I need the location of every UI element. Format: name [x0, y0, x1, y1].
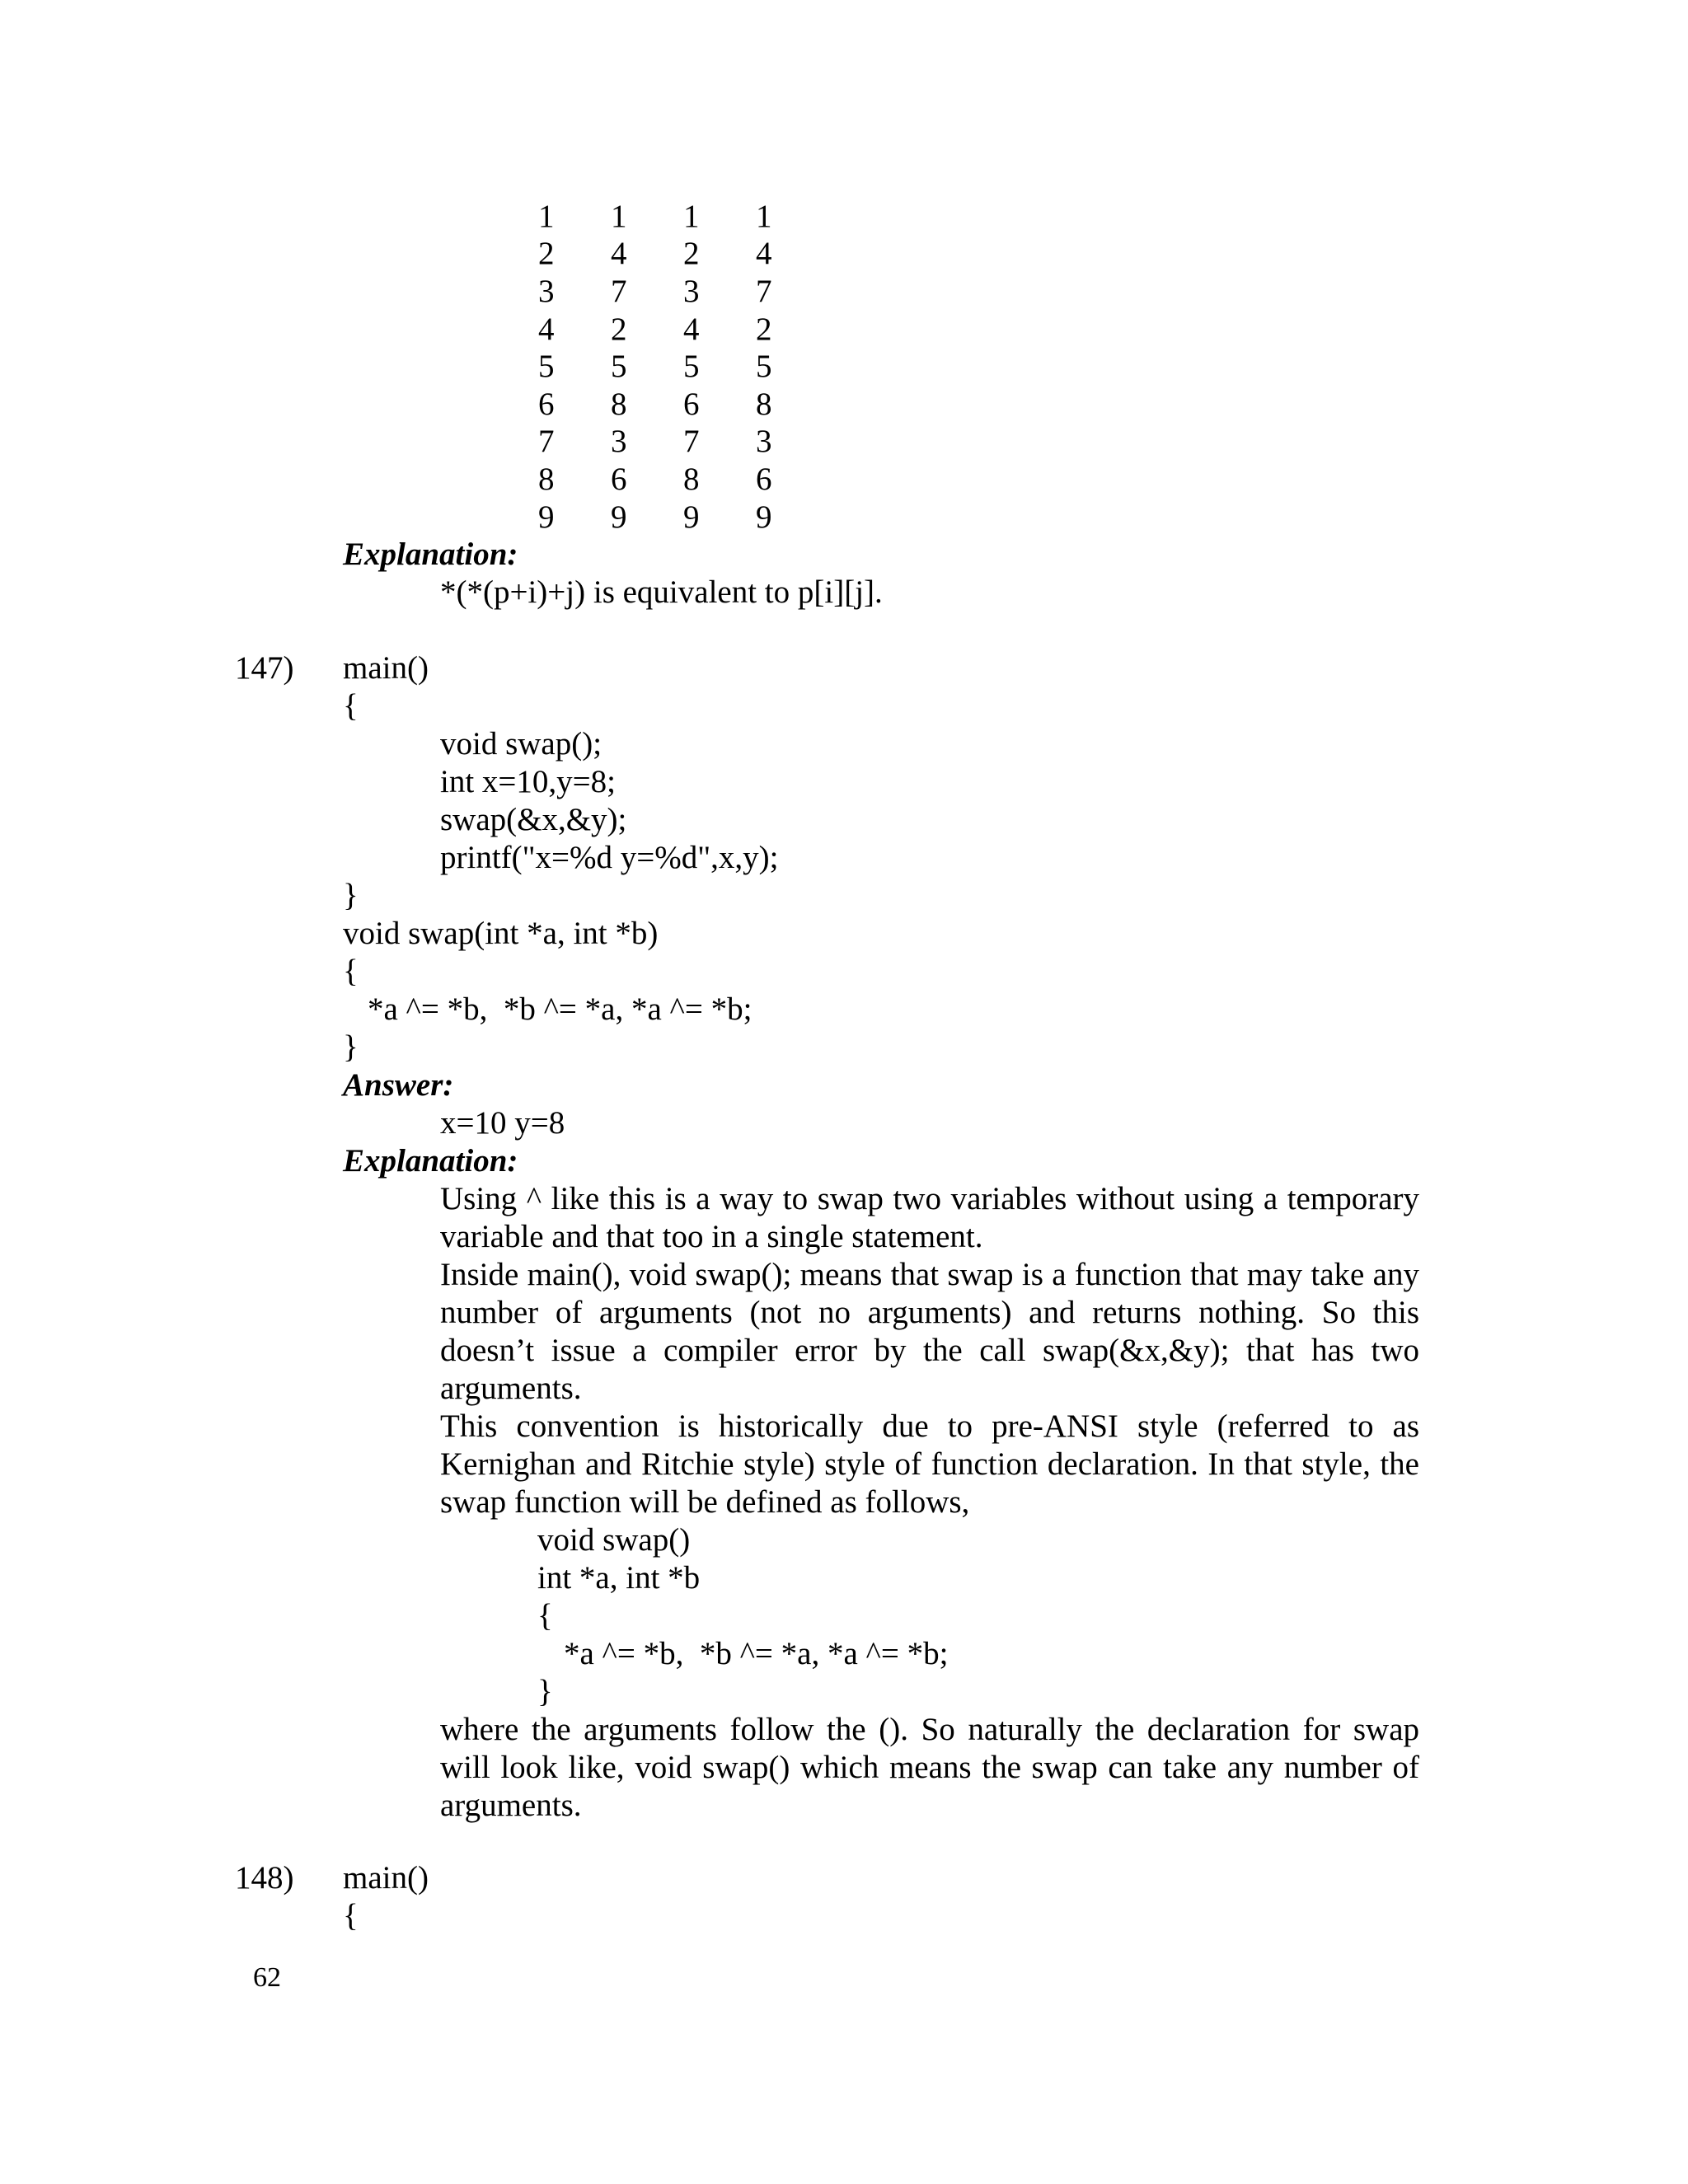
code-line: { — [343, 688, 359, 724]
table-cell: 2 — [611, 311, 627, 347]
table-row — [538, 348, 828, 386]
table-row — [538, 424, 828, 462]
question-number: 148) — [235, 1860, 294, 1896]
table-cell: 7 — [538, 424, 555, 460]
table-cell: 6 — [683, 386, 700, 422]
explanation-paragraph: where the arguments follow the (). So naturally the declaration for swap will look like, void swap() which means the swap can take any number of arguments. — [440, 1712, 1419, 1823]
table-cell: 4 — [756, 236, 772, 272]
explanation-text: *(*(p+i)+j) is equivalent to p[i][j]. — [440, 574, 883, 610]
table-cell: 5 — [611, 349, 627, 385]
table-cell: 9 — [683, 499, 700, 535]
table-row — [538, 198, 828, 236]
table-cell: 8 — [611, 386, 627, 422]
code-line: } — [343, 1029, 359, 1065]
explanation-label: Explanation: — [343, 1143, 518, 1179]
table-cell: 6 — [611, 461, 627, 497]
code-line: void swap(); — [440, 726, 603, 762]
table-cell: 9 — [611, 499, 627, 535]
table-cell: 3 — [611, 424, 627, 460]
table-cell: 3 — [538, 273, 555, 309]
table-cell: 8 — [683, 461, 700, 497]
table-cell: 7 — [683, 424, 700, 460]
explanation-paragraph: Using ^ like this is a way to swap two variables without using a temporary variable and that too in a single statement. — [440, 1181, 1419, 1254]
table-row — [538, 273, 828, 311]
code-line: void swap() — [537, 1522, 691, 1558]
table-cell: 2 — [683, 236, 700, 272]
code-line: { — [343, 1898, 359, 1933]
table-row — [538, 461, 828, 499]
table-cell: 1 — [756, 198, 772, 234]
explanation-label: Explanation: — [343, 537, 518, 572]
table-cell: 1 — [611, 198, 627, 234]
table-cell: 5 — [538, 349, 555, 385]
table-cell: 6 — [756, 461, 772, 497]
code-line: int x=10,y=8; — [440, 764, 616, 799]
code-line: int *a, int *b — [537, 1560, 701, 1596]
code-line: { — [343, 954, 359, 989]
table-cell: 8 — [538, 461, 555, 497]
table-cell: 4 — [683, 311, 700, 347]
table-cell: 1 — [683, 198, 700, 234]
output-table — [538, 198, 828, 536]
code-line: { — [537, 1598, 553, 1633]
table-row — [538, 386, 828, 424]
answer-text: x=10 y=8 — [440, 1105, 565, 1141]
table-cell: 4 — [538, 311, 555, 347]
table-cell: 8 — [756, 386, 772, 422]
code-line: swap(&x,&y); — [440, 802, 627, 837]
table-cell: 5 — [683, 349, 700, 385]
code-line: } — [343, 878, 359, 913]
table-cell: 7 — [756, 273, 772, 309]
table-cell: 3 — [683, 273, 700, 309]
explanation-paragraph: This convention is historically due to pre-ANSI style (referred to as Kernighan and Ritchie style) style of function declaration. In that style, the swap function will be defined as follows, — [440, 1408, 1419, 1520]
table-cell: 5 — [756, 349, 772, 385]
table-cell: 2 — [756, 311, 772, 347]
table-cell: 6 — [538, 386, 555, 422]
table-cell: 7 — [611, 273, 627, 309]
table-row — [538, 311, 828, 349]
code-line: *a ^= *b, *b ^= *a, *a ^= *b; — [368, 991, 753, 1027]
table-cell: 2 — [538, 236, 555, 272]
code-line: void swap(int *a, int *b) — [343, 916, 659, 951]
answer-label: Answer: — [343, 1067, 454, 1103]
code-line: printf("x=%d y=%d",x,y); — [440, 840, 779, 875]
table-cell: 9 — [538, 499, 555, 535]
table-row — [538, 499, 828, 537]
code-line: main() — [343, 650, 429, 686]
code-line: main() — [343, 1860, 429, 1896]
question-number: 147) — [235, 650, 294, 686]
explanation-paragraph: Inside main(), void swap(); means that swap is a function that may take any number of arguments (not no arguments) and returns nothing. So this doesn’t issue a compiler error by the call swap(&x,&y); that has two arguments. — [440, 1257, 1419, 1406]
code-line: } — [537, 1674, 553, 1709]
table-cell: 4 — [611, 236, 627, 272]
table-cell: 3 — [756, 424, 772, 460]
table-cell: 9 — [756, 499, 772, 535]
table-row — [538, 236, 828, 274]
page-number: 62 — [253, 1962, 281, 1993]
code-line: *a ^= *b, *b ^= *a, *a ^= *b; — [564, 1636, 949, 1671]
table-cell: 1 — [538, 198, 555, 234]
